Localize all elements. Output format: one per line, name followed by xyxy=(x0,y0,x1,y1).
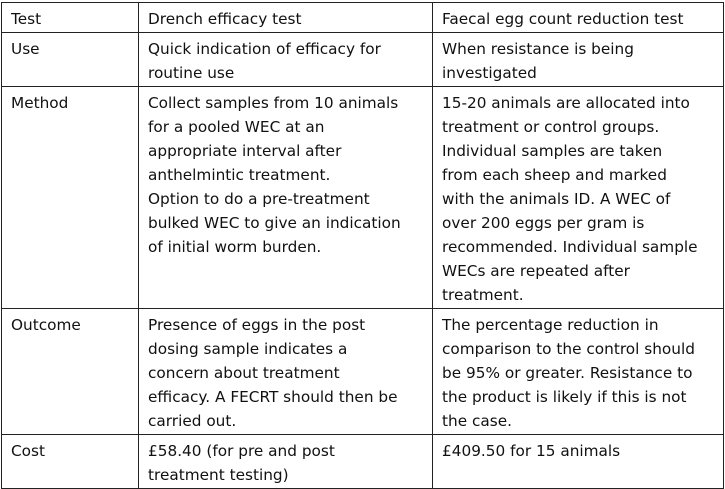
header-cell-fecrt: Faecal egg count reduction test xyxy=(433,3,724,33)
fecrt-cell: 15-20 animals are allocated into treatment or control groups. Individual samples are taken from each sheep and marked with the animals ID. A WEC of over 200 eggs per gram is recommended. Individual sample WECs are repeated after treatment. xyxy=(433,87,724,309)
row-label: Cost xyxy=(2,435,139,489)
header-row xyxy=(2,3,724,33)
fecrt-cell: The percentage reduction in comparison to the control should be 95% or greater. Resistance to the product is likely if this is not the case. xyxy=(433,309,724,435)
drench-cell: Presence of eggs in the post dosing sample indicates a concern about treatment efficacy. A FECRT should then be carried out. xyxy=(139,309,433,435)
table-row-method xyxy=(2,87,724,309)
table-row-cost xyxy=(2,435,724,489)
table-row-use xyxy=(2,33,724,87)
header-cell-test: Test xyxy=(2,3,139,33)
row-label: Use xyxy=(2,33,139,87)
table-row-outcome xyxy=(2,309,724,435)
drench-cell: Quick indication of efficacy for routine use xyxy=(139,33,433,87)
drench-cell: £58.40 (for pre and post treatment testing) xyxy=(139,435,433,489)
drench-cell: Collect samples from 10 animals for a pooled WEC at an appropriate interval after anthelmintic treatment. Option to do a pre-treatment bulked WEC to give an indication of initial worm burden. xyxy=(139,87,433,309)
fecrt-cell: When resistance is being investigated xyxy=(433,33,724,87)
row-label: Method xyxy=(2,87,139,309)
comparison-table xyxy=(1,2,724,489)
fecrt-cell: £409.50 for 15 animals xyxy=(433,435,724,489)
header-cell-drench: Drench efficacy test xyxy=(139,3,433,33)
row-label: Outcome xyxy=(2,309,139,435)
